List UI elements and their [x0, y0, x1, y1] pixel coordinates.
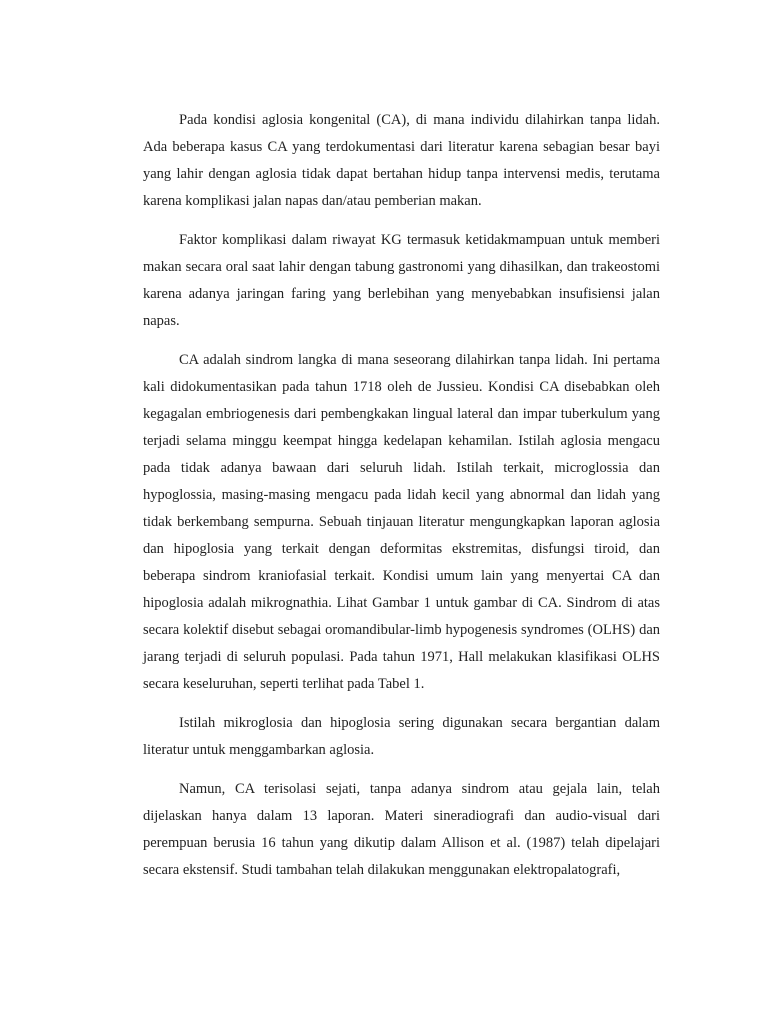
document-body [143, 107, 660, 896]
paragraph: Istilah mikroglosia dan hipoglosia sering digunakan secara bergantian dalam literatur untuk menggambarkan aglosia. [143, 715, 660, 758]
paragraph: Namun, CA terisolasi sejati, tanpa adanya sindrom atau gejala lain, telah dijelaskan hanya dalam 13 laporan. Materi sineradiografi dan audio-visual dari perempuan berusia 16 tahun yang dikutip dalam Allison et al. (1987) telah dipelajari secara ekstensif. Studi tambahan telah dilakukan menggunakan elektropalatografi, [143, 781, 660, 878]
paragraph: Pada kondisi aglosia kongenital (CA), di mana individu dilahirkan tanpa lidah. Ada beberapa kasus CA yang terdokumentasi dari literatur karena sebagian besar bayi yang lahir dengan aglosia tidak dapat bertahan hidup tanpa intervensi medis, terutama karena komplikasi jalan napas dan/atau pemberian makan. [143, 112, 660, 209]
paragraph: CA adalah sindrom langka di mana seseorang dilahirkan tanpa lidah. Ini pertama kali didokumentasikan pada tahun 1718 oleh de Jussieu. Kondisi CA disebabkan oleh kegagalan embriogenesis dari pembengkakan lingual lateral dan impar tuberkulum yang terjadi selama minggu keempat hingga kedelapan kehamilan. Istilah aglosia mengacu pada tidak adanya bawaan dari seluruh lidah. Istilah terkait, microglossia dan hypoglossia, masing-masing mengacu pada lidah kecil yang abnormal dan lidah yang tidak berkembang sempurna. Sebuah tinjauan literatur mengungkapkan laporan aglosia dan hipoglosia yang terkait dengan deformitas ekstremitas, disfungsi tiroid, dan beberapa sindrom kraniofasial terkait. Kondisi umum lain yang menyertai CA dan hipoglosia adalah mikrognathia. Lihat Gambar 1 untuk gambar di CA. Sindrom di atas secara kolektif disebut sebagai oromandibular-limb hypogenesis syndromes (OLHS) dan jarang terjadi di seluruh populasi. Pada tahun 1971, Hall melakukan klasifikasi OLHS secara keseluruhan, seperti terlihat pada Tabel 1. [143, 352, 660, 692]
paragraph: Faktor komplikasi dalam riwayat KG termasuk ketidakmampuan untuk memberi makan secara oral saat lahir dengan tabung gastronomi yang dihasilkan, dan trakeostomi karena adanya jaringan faring yang berlebihan yang menyebabkan insufisiensi jalan napas. [143, 232, 660, 329]
